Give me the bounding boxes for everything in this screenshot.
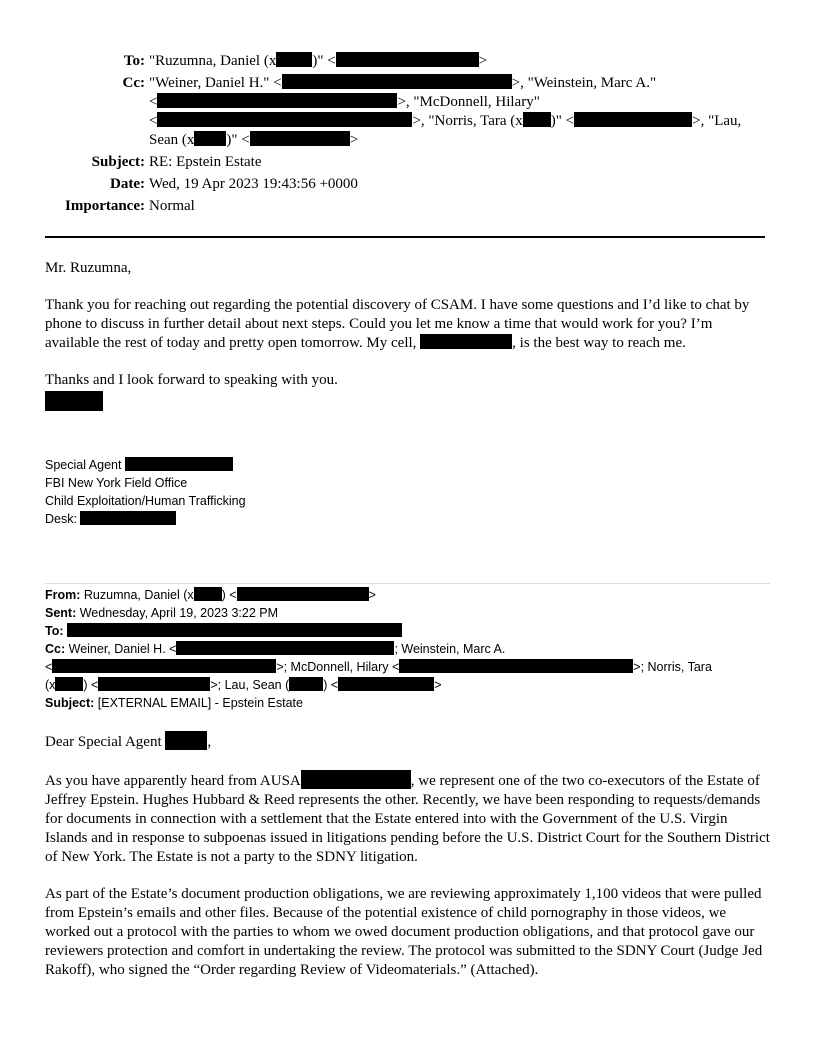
redaction-box xyxy=(194,587,222,601)
orig-cc-row: Cc: Weiner, Daniel H. < ; Weinstein, Marc A. < >; McDonnell, Hilary < >; Norris, Tara (x ) < >; Lau, Sean ( ) < > xyxy=(45,642,712,692)
redaction-box xyxy=(250,131,350,146)
redaction-box xyxy=(98,677,210,691)
redaction-box xyxy=(45,391,103,411)
date-label: Date: xyxy=(110,176,145,192)
reply-closing: Thanks and I look forward to speaking with you. xyxy=(45,372,338,388)
cc-value: "Weiner, Daniel H." < >, "Weinstein, Marc A." < >, "McDonnell, Hilary" < >, "Norris, Tara (x )" < >, "Lau, Sean (x )" < > xyxy=(149,75,742,148)
redaction-box xyxy=(289,677,323,691)
redaction-box xyxy=(157,93,397,108)
date-row xyxy=(45,175,765,194)
redaction-box xyxy=(194,131,226,146)
subject-label: Subject: xyxy=(91,154,145,170)
redaction-box xyxy=(336,52,479,67)
signature-line: Child Exploitation/Human Trafficking xyxy=(45,494,246,508)
to-value: "Ruzumna, Daniel (x )" < > xyxy=(149,53,488,69)
redaction-box xyxy=(157,112,412,127)
redaction-box xyxy=(52,659,276,673)
redaction-box xyxy=(80,511,176,525)
importance-label: Importance: xyxy=(65,198,145,214)
orig-paragraph: As you have apparently heard from AUSA , we represent one of the two co-executors of the Estate of Jeffrey Epstein. Hughes Hubbard & Reed represents the other. Recently, we have been responding to requests/demands for documents in connection with a settlement that the Estate entered into with the Government of the U.S. Virgin Islands and in response to subpoenas issued in litigations pending before the U.S. District Court for the Southern District of New York. The Estate is not a party to the SDNY litigation. xyxy=(45,770,770,867)
redaction-box xyxy=(338,677,434,691)
signature-line: Desk: xyxy=(45,510,445,528)
reply-paragraph: Thank you for reaching out regarding the potential discovery of CSAM. I have some questions and I’d like to chat by phone to discuss in further detail about next steps. Could you let me know a time that would work for you? I’m available the rest of today and pretty open tomorrow. My cell, , is the best way to reach me. xyxy=(45,297,750,351)
signature-block xyxy=(45,456,445,528)
cc-row xyxy=(45,74,765,150)
redaction-box xyxy=(282,74,512,89)
original-message-body xyxy=(45,731,770,980)
redaction-box xyxy=(176,641,394,655)
orig-paragraph: As part of the Estate’s document production obligations, we are reviewing approximately 1,100 videos that were pulled from Epstein’s emails and other files. Because of the potential existence of child pornography in those videos, we worked out a protocol with the parties to whom we owed document production obligations, and that protocol gave our reviewers protection and comfort in undertaking the review. The protocol was submitted to the SDNY Court (Judge Jed Rakoff), who signed the “Order regarding Review of Videomaterials.” (Attached). xyxy=(45,886,763,978)
redaction-box xyxy=(420,334,512,349)
to-label: To: xyxy=(123,53,145,69)
redaction-box xyxy=(276,52,312,67)
redaction-box xyxy=(399,659,633,673)
redaction-box xyxy=(67,623,402,637)
redaction-box xyxy=(237,587,369,601)
orig-to-row: To: xyxy=(45,622,770,640)
redaction-box xyxy=(125,457,233,471)
date-value: Wed, 19 Apr 2023 19:43:56 +0000 xyxy=(149,176,358,192)
signature-line: Special Agent xyxy=(45,456,445,474)
to-row xyxy=(45,52,765,71)
importance-value: Normal xyxy=(149,198,195,214)
orig-subject-row: Subject: [EXTERNAL EMAIL] - Epstein Estate xyxy=(45,696,303,710)
redaction-box xyxy=(523,112,551,127)
original-message-header xyxy=(45,586,770,712)
subject-value: RE: Epstein Estate xyxy=(149,154,262,170)
signature-line: FBI New York Field Office xyxy=(45,476,188,490)
message-divider xyxy=(45,583,770,584)
orig-salutation: Dear Special Agent , xyxy=(45,731,770,752)
cc-label: Cc: xyxy=(122,75,145,91)
redaction-box xyxy=(55,677,83,691)
orig-sent-row: Sent: Wednesday, April 19, 2023 3:22 PM xyxy=(45,606,278,620)
orig-from-row: From: Ruzumna, Daniel (x ) < > xyxy=(45,588,376,602)
reply-body xyxy=(45,259,770,415)
redaction-box xyxy=(574,112,692,127)
redaction-box xyxy=(301,770,411,789)
redaction-box xyxy=(165,731,207,750)
reply-salutation: Mr. Ruzumna, xyxy=(45,260,132,276)
importance-row xyxy=(45,197,765,216)
header-divider xyxy=(45,236,765,238)
subject-row xyxy=(45,153,765,172)
email-header xyxy=(45,52,765,216)
